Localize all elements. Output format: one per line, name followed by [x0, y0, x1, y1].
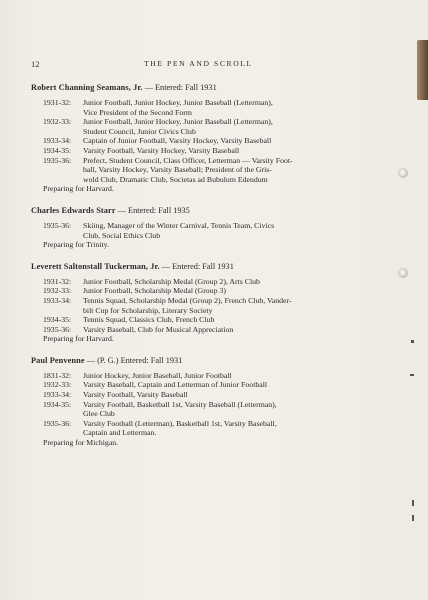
record-line: Varsity Baseball, Captain and Letterman of Junior Football: [83, 380, 268, 390]
record-line: Varsity Football, Basketball 1st, Varsity Baseball (Letterman),: [83, 399, 277, 409]
margin-mark: [412, 500, 414, 506]
entry-heading: [31, 82, 361, 93]
entry-heading: [31, 355, 361, 366]
record-line: Junior Hockey, Junior Baseball, Junior Football: [83, 370, 232, 380]
student-entry: [31, 205, 361, 250]
record-year: 1934-35:: [43, 399, 72, 409]
record-line: wold Club, Dramatic Club, Societas ad Bubulum Edendum: [83, 174, 268, 184]
year-record: [31, 136, 361, 146]
record-line: ball, Varsity Hockey, Varsity Baseball; President of the Gris-: [83, 165, 272, 175]
entry-info: — (P. G.) Entered: Fall 1931: [84, 355, 183, 365]
college-preparation: Preparing for Harvard.: [43, 334, 114, 344]
record-line: Vice President of the Second Form: [83, 107, 192, 117]
record-year: 1933-34:: [43, 390, 72, 400]
record-year: 1933-34:: [43, 136, 72, 146]
student-entry: [31, 355, 361, 448]
record-line: Varsity Football, Varsity Hockey, Varsity Baseball: [83, 145, 240, 155]
binder-hole: [398, 168, 408, 178]
college-preparation: Preparing for Harvard.: [43, 184, 114, 194]
record-line: Junior Football, Junior Hockey, Junior Baseball (Letterman),: [83, 117, 273, 127]
record-year: 1931-32:: [43, 98, 72, 107]
record-line: Skiing, Manager of the Winter Carnival, Tennis Team, Civics: [83, 220, 275, 230]
record-year: 1932-33:: [43, 286, 72, 296]
college-preparation: Preparing for Trinity.: [43, 240, 109, 250]
record-line: Captain of Junior Football, Varsity Hockey, Varsity Baseball: [83, 136, 272, 146]
student-entry: [31, 82, 361, 194]
record-year: 1933-34:: [43, 295, 72, 305]
record-line: Junior Football, Junior Hockey, Junior Baseball (Letterman),: [83, 98, 273, 107]
page-header: [31, 59, 368, 71]
record-line: Junior Football, Scholarship Medal (Group 2), Arts Club: [83, 276, 260, 286]
year-record: [31, 117, 361, 136]
college-preparation: Preparing for Michigan.: [43, 438, 119, 448]
record-line: Student Council, Junior Civics Club: [83, 126, 196, 136]
record-year: 1935-36:: [43, 418, 72, 428]
record-year: 1934-35:: [43, 315, 72, 325]
margin-mark: [411, 340, 414, 343]
record-year: 1935-36:: [43, 324, 72, 334]
student-name: Robert Channing Seamans, Jr.: [31, 83, 143, 92]
year-record: [31, 277, 361, 287]
year-record: [31, 400, 361, 419]
year-record: [31, 146, 361, 156]
record-year: 1932-33:: [43, 117, 72, 127]
student-entry: [31, 261, 361, 344]
record-line: Tennis Squad, Scholarship Medal (Group 2), French Club, Vander-: [83, 295, 292, 305]
year-record: [31, 296, 361, 315]
year-record: [31, 380, 361, 390]
margin-mark: [412, 515, 414, 521]
record-line: Tennis Squad, Classics Club, French Club: [83, 315, 215, 325]
record-year: 1935-36:: [43, 220, 72, 230]
year-record: [31, 286, 361, 296]
year-record: [31, 419, 361, 438]
year-record: [31, 325, 361, 335]
record-year: 1934-35:: [43, 145, 72, 155]
record-year: 1935-36:: [43, 155, 72, 165]
record-line: Varsity Football, Varsity Baseball: [83, 390, 188, 400]
year-record: [31, 98, 361, 117]
entry-info: — Entered: Fall 1935: [115, 205, 190, 215]
record-line: Varsity Football (Letterman), Basketball 1st, Varsity Baseball,: [83, 418, 277, 428]
record-line: bilt Cup for Scholarship, Literary Society: [83, 305, 213, 315]
page-number: 12: [31, 59, 40, 69]
entry-info: — Entered: Fall 1931: [159, 261, 234, 271]
record-line: Prefect, Student Council, Class Officer, Letterman — Varsity Foot-: [83, 155, 293, 165]
record-year: 1831-32:: [43, 370, 72, 380]
entry-info: — Entered: Fall 1931: [142, 83, 217, 92]
binder-tab: [417, 40, 428, 100]
year-record: [31, 156, 361, 185]
year-record: [31, 221, 361, 240]
record-line: Varsity Baseball, Club for Musical Appreciation: [83, 324, 234, 334]
record-year: 1931-32:: [43, 276, 72, 286]
record-line: Captain and Letterman.: [83, 428, 157, 438]
margin-mark: [410, 374, 414, 376]
record-line: Club, Social Ethics Club: [83, 230, 161, 240]
student-name: Leverett Saltonstall Tuckerman, Jr.: [31, 261, 160, 271]
student-name: Charles Edwards Starr: [31, 205, 116, 215]
record-line: Glee Club: [83, 409, 115, 419]
year-record: [31, 315, 361, 325]
binder-hole: [398, 268, 408, 278]
record-year: 1932-33:: [43, 380, 72, 390]
student-name: Paul Penvenne: [31, 355, 85, 365]
year-record: [31, 371, 361, 381]
entry-heading: [31, 261, 361, 272]
running-head: THE PEN AND SCROLL: [144, 59, 253, 68]
entry-heading: [31, 205, 361, 216]
record-line: Junior Football, Scholarship Medal (Group 3): [83, 286, 226, 296]
student-entries: [31, 82, 361, 459]
year-record: [31, 390, 361, 400]
